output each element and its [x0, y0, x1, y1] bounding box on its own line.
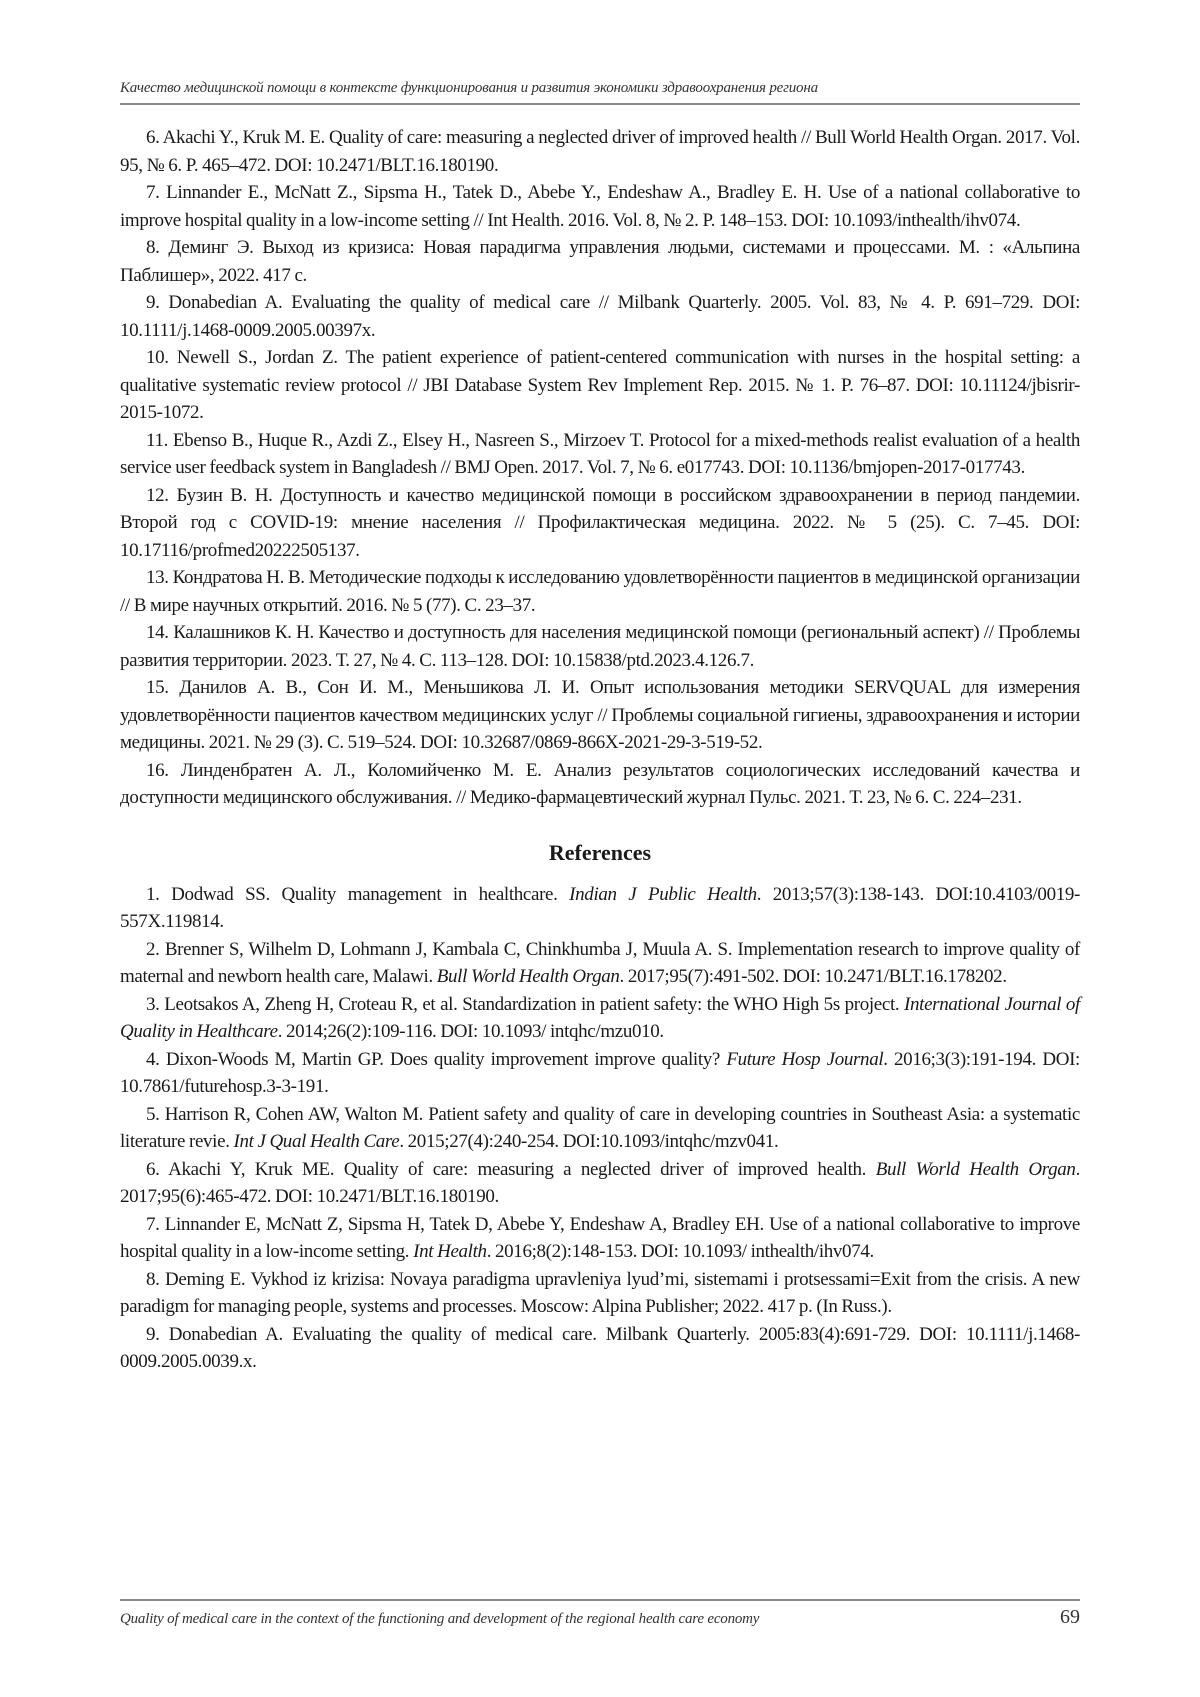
- reference-text: 15. Данилов А. В., Сон И. М., Меньшикова Л. И. Опыт использования методики SERVQUAL для измерения удовлетворённости пациентов качеством медицинских услуг // Проблемы социальной гигиены, здравоохранения и истории медицины. 2021. № 29 (3). С. 519–524. DOI: 10.32687/0869-866X-2021-29-3-519-52.: [120, 677, 1080, 753]
- reference-item: [120, 564, 1080, 619]
- reference-text: 9. Donabedian A. Evaluating the quality of medical care // Milbank Quarterly. 2005. Vol. 83, № 4. P. 691–729. DOI: 10.1111/j.1468-0009.2005.00397x.: [120, 292, 1080, 341]
- references-heading: References: [548, 839, 652, 865]
- journal-title: Bull World Health Organ: [875, 1158, 1076, 1180]
- reference-item: [120, 1266, 1080, 1321]
- journal-title: Int J Qual Health Care: [233, 1131, 400, 1152]
- reference-item: [120, 1321, 1080, 1376]
- reference-text: 6. Akachi Y, Kruk ME. Quality of care: measuring a neglected driver of improved health.: [146, 1158, 876, 1180]
- reference-item: [120, 991, 1080, 1046]
- footer-divider: [120, 1599, 1080, 1601]
- reference-text: 13. Кондратова Н. В. Методические подходы к исследованию удовлетворённости пациентов в медицинской организации // В мире научных открытий. 2016. № 5 (77). С. 23–37.: [120, 567, 1080, 616]
- reference-text: 2. Brenner S, Wilhelm D, Lohmann J, Kambala C, Chinkhumba J, Muula A. S. Implementation research to improve quality of maternal and newborn health care, Malawi.: [120, 938, 1080, 987]
- reference-text: 5. Harrison R, Cohen AW, Walton M. Patient safety and quality of care in developing countries in Southeast Asia: a systematic literature revie.: [120, 1103, 1080, 1152]
- running-header-title: Качество медицинской помощи в контексте функционирования и развития экономики здравоохранения региона: [120, 80, 818, 96]
- reference-text: . 2014;26(2):109-116. DOI: 10.1093/ intqhc/mzu010.: [277, 1021, 664, 1042]
- reference-text: . 2015;27(4):240-254. DOI:10.1093/intqhc/mzv041.: [399, 1131, 779, 1152]
- page-number: 69: [1060, 1606, 1080, 1628]
- reference-item: [120, 1211, 1080, 1266]
- journal-title: International Journal of Quality in Healthcare: [120, 993, 1080, 1042]
- reference-item: [120, 124, 1080, 179]
- journal-title: Bull World Health Organ: [436, 966, 620, 987]
- journal-title: Future Hosp Journal: [726, 1048, 884, 1070]
- reference-text: 11. Ebenso B., Huque R., Azdi Z., Elsey H., Nasreen S., Mirzoev T. Protocol for a mixed-methods realist evaluation of a health service user feedback system in Bangladesh // BMJ Open. 2017. Vol. 7, № 6. e017743. DOI: 10.1136/bmjopen-2017-017743.: [120, 429, 1080, 478]
- reference-text: 7. Linnander E, McNatt Z, Sipsma H, Tatek D, Abebe Y, Endeshaw A, Bradley EH. Use of a national collaborative to improve hospital quality in a low-income setting.: [120, 1213, 1080, 1262]
- reference-item: [120, 482, 1080, 565]
- reference-text: 1. Dodwad SS. Quality management in healthcare.: [146, 883, 570, 905]
- reference-item: [120, 619, 1080, 674]
- reference-text: . 2016;3(3):191-194. DOI: 10.7861/futurehosp.3-3-191.: [120, 1048, 1080, 1097]
- reference-text: 14. Калашников К. Н. Качество и доступность для населения медицинской помощи (региональный аспект) // Проблемы развития территории. 2023. Т. 27, № 4. С. 113–128. DOI: 10.15838/ptd.2023.4.126.7.: [120, 622, 1080, 671]
- reference-item: [120, 1046, 1080, 1101]
- reference-item: [120, 936, 1080, 991]
- journal-title: Indian J Public Health: [569, 883, 757, 905]
- reference-text: 4. Dixon-Woods M, Martin GP. Does quality improvement improve quality?: [146, 1048, 727, 1070]
- reference-item: [120, 427, 1080, 482]
- reference-text: 10. Newell S., Jordan Z. The patient experience of patient-centered communication with nurses in the hospital setting: a qualitative systematic review protocol // JBI Database System Rev Implement Rep. 2015. № 1. P. 76–87. DOI: 10.11124/jbisrir-2015-1072.: [120, 347, 1080, 423]
- reference-text: 7. Linnander E., McNatt Z., Sipsma H., Tatek D., Abebe Y., Endeshaw A., Bradley E. H. Use of a national collaborative to improve hospital quality in a low-income setting // Int Health. 2016. Vol. 8, № 2. P. 148–153. DOI: 10.1093/inthealth/ihv074.: [120, 182, 1080, 231]
- reference-item: [120, 881, 1080, 936]
- reference-text: 9. Donabedian A. Evaluating the quality of medical care. Milbank Quarterly. 2005:83(4):691-729. DOI: 10.1111/j.1468-0009.2005.0039.x.: [120, 1323, 1080, 1372]
- journal-title: Int Health: [413, 1241, 487, 1262]
- reference-text: . 2017;95(6):465-472. DOI: 10.2471/BLT.16.180190.: [120, 1158, 1080, 1207]
- reference-text: 6. Akachi Y., Kruk M. E. Quality of care: measuring a neglected driver of improved health // Bull World Health Organ. 2017. Vol. 95, № 6. P. 465–472. DOI: 10.2471/BLT.16.180190.: [120, 127, 1080, 176]
- reference-item: [120, 1156, 1080, 1211]
- reference-text: 12. Бузин В. Н. Доступность и качество медицинской помощи в российском здравоохранении в период пандемии. Второй год с COVID-19: мнение населения // Профилактическая медицина. 2022. № 5 (25). С. 7–45. DOI: 10.17116/profmed20222505137.: [120, 484, 1080, 561]
- reference-text: 8. Deming E. Vykhod iz krizisa: Novaya paradigma upravleniya lyud’mi, sistemami i protsessami=Exit from the crisis. A new paradigm for managing people, systems and processes. Moscow: Alpina Publisher; 2022. 417 p. (In Russ.).: [120, 1268, 1080, 1317]
- reference-text: . 2016;8(2):148-153. DOI: 10.1093/ inthealth/ihv074.: [486, 1241, 874, 1262]
- reference-text: . 2013;57(3):138-143. DOI:10.4103/0019-557X.119814.: [120, 883, 1080, 932]
- reference-item: [120, 344, 1080, 427]
- reference-item: [120, 234, 1080, 289]
- reference-item: [120, 757, 1080, 812]
- header-divider: [120, 103, 1080, 105]
- references-list: [120, 881, 1080, 1376]
- reference-text: 8. Деминг Э. Выход из кризиса: Новая парадигма управления людьми, системами и процессами. М. : «Альпина Паблишер», 2022. 417 с.: [120, 237, 1080, 286]
- reference-text: 16. Линденбратен А. Л., Коломийченко М. Е. Анализ результатов социологических исследований качества и доступности медицинского обслуживания. // Медико-фармацевтический журнал Пульс. 2021. Т. 23, № 6. С. 224–231.: [120, 759, 1080, 808]
- reference-item: [120, 179, 1080, 234]
- reference-item: [120, 289, 1080, 344]
- reference-content: [120, 124, 1080, 1376]
- reference-text: . 2017;95(7):491-502. DOI: 10.2471/BLT.16.178202.: [619, 966, 1007, 987]
- russian-reference-list: [120, 124, 1080, 812]
- running-footer-title: Quality of medical care in the context of the functioning and development of the regional health care economy: [120, 1611, 760, 1627]
- reference-text: 3. Leotsakos A, Zheng H, Croteau R, et al. Standardization in patient safety: the WHO High 5s project.: [146, 993, 905, 1015]
- reference-item: [120, 674, 1080, 757]
- reference-item: [120, 1101, 1080, 1156]
